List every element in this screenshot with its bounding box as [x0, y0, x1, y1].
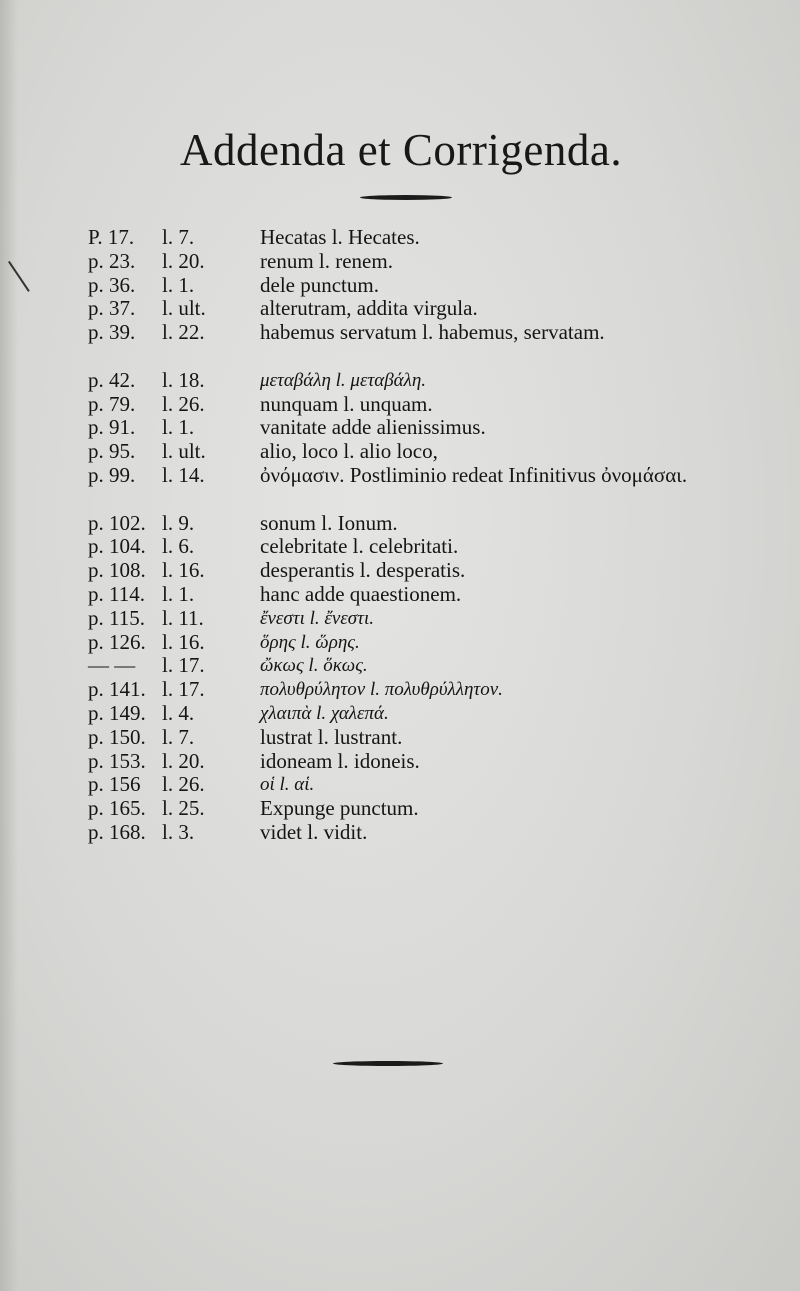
entry-correction: vanitate adde alienissimus.: [260, 415, 486, 440]
entry-line: l. 14.: [162, 462, 205, 487]
errata-entry: [88, 440, 748, 464]
entry-correction: alio, loco l. alio loco,: [260, 439, 438, 464]
entry-page: p. 91.: [88, 415, 136, 440]
entry-line: l. ult.: [162, 439, 206, 464]
errata-entry: [88, 297, 748, 321]
entry-correction: nunquam l. unquam.: [260, 391, 433, 416]
entry-correction: ὀνόμασιν. Postliminio redeat Infinitivus ὀνομάσαι.: [260, 462, 688, 487]
errata-entry: [88, 369, 748, 393]
entry-correction: habemus servatum l. habemus, servatam.: [260, 320, 605, 345]
entry-correction: idoneam l. idoneis.: [260, 748, 420, 773]
errata-entry: [88, 226, 748, 250]
entry-line: l. 17.: [162, 677, 205, 702]
entry-correction: ὅρης l. ὥρης.: [260, 631, 360, 653]
entry-line: l. 6.: [162, 534, 195, 559]
errata-entry: [88, 464, 748, 512]
entry-correction: ὤκως l. ὅκως.: [260, 655, 368, 677]
entry-page: p. 153.: [88, 748, 146, 773]
errata-entry: [88, 416, 748, 440]
errata-entry: [88, 250, 748, 274]
entry-page: p. 126.: [88, 629, 146, 654]
entry-correction: μεταβάλη l. μεταβάλη.: [260, 369, 427, 391]
errata-list: [88, 226, 748, 845]
entry-correction: οἱ l. αἱ.: [260, 774, 315, 796]
entry-line: l. 18.: [162, 367, 205, 392]
entry-line: l. 7.: [162, 724, 195, 749]
errata-entry: [88, 821, 748, 845]
errata-entry: [88, 559, 748, 583]
entry-line: l. 1.: [162, 272, 195, 297]
entry-line: l. 22.: [162, 320, 205, 345]
errata-entry: [88, 321, 748, 369]
errata-entry: [88, 773, 748, 797]
entry-page: p. 108.: [88, 558, 146, 583]
entry-page: p. 102.: [88, 510, 146, 535]
entry-page: p. 95.: [88, 439, 136, 464]
entry-page: p. 23.: [88, 248, 136, 273]
entry-line: l. 26.: [162, 391, 205, 416]
entry-correction: πολυθρύλητον l. πολυθρύλλητον.: [260, 679, 503, 701]
entry-line: l. 9.: [162, 510, 195, 535]
entry-page: p. 36.: [88, 272, 136, 297]
entry-line: l. 16.: [162, 558, 205, 583]
entry-correction: sonum l. Ionum.: [260, 510, 398, 535]
entry-page: p. 104.: [88, 534, 146, 559]
errata-entry: [88, 393, 748, 417]
entry-correction: renum l. renem.: [260, 248, 393, 273]
errata-entry: [88, 631, 748, 655]
entry-page: — —: [88, 653, 136, 678]
entry-correction: Hecatas l. Hecates.: [260, 225, 420, 249]
entry-page: p. 115.: [88, 605, 145, 630]
entry-correction: χλαιπὰ l. χαλεπά.: [260, 702, 389, 724]
entry-page: p. 165.: [88, 796, 146, 821]
entry-line: l. 7.: [162, 225, 195, 249]
errata-entry: [88, 274, 748, 298]
entry-correction: lustrat l. lustrant.: [260, 724, 403, 749]
entry-correction: dele punctum.: [260, 272, 379, 297]
entry-line: l. 3.: [162, 819, 195, 844]
entry-correction: videt l. vidit.: [260, 819, 368, 844]
errata-entry: [88, 702, 748, 726]
entry-page: p. 149.: [88, 700, 146, 725]
entry-page: p. 99.: [88, 462, 136, 487]
entry-page: p. 114.: [88, 581, 145, 606]
entry-line: l. 1.: [162, 415, 195, 440]
errata-entry: [88, 607, 748, 631]
entry-page: P. 17.: [88, 225, 135, 249]
entry-line: l. ult.: [162, 296, 206, 321]
errata-entry: [88, 512, 748, 536]
page-title: Addenda et Corrigenda.: [180, 125, 623, 175]
entry-correction: celebritate l. celebritati.: [260, 534, 459, 559]
entry-page: p. 79.: [88, 391, 136, 416]
entry-line: l. 16.: [162, 629, 205, 654]
entry-line: l. 25.: [162, 796, 205, 821]
entry-page: p. 168.: [88, 819, 146, 844]
entry-page: p. 37.: [88, 296, 136, 321]
entry-page: p. 42.: [88, 367, 136, 392]
errata-entry: [88, 678, 748, 702]
entry-correction: alterutram, addita virgula.: [260, 296, 478, 321]
entry-correction: ἔνεστι l. ἔνεστι.: [260, 607, 374, 629]
entry-line: l. 11.: [162, 605, 204, 630]
top-ornamental-rule: [360, 195, 452, 200]
entry-line: l. 20.: [162, 748, 205, 773]
entry-page: p. 150.: [88, 724, 146, 749]
errata-entry: [88, 726, 748, 750]
errata-entry: [88, 583, 748, 607]
entry-correction: desperantis l. desperatis.: [260, 558, 466, 583]
errata-entry: [88, 654, 748, 678]
entry-line: l. 1.: [162, 581, 195, 606]
bottom-ornamental-rule: [333, 1061, 443, 1066]
errata-entry: [88, 750, 748, 774]
entry-line: l. 26.: [162, 772, 205, 797]
page-gutter-shadow: [0, 0, 18, 1291]
entry-line: l. 4.: [162, 700, 195, 725]
entry-page: p. 39.: [88, 320, 136, 345]
errata-entry: [88, 535, 748, 559]
entry-correction: hanc adde quaestionem.: [260, 581, 462, 606]
entry-correction: Expunge punctum.: [260, 796, 419, 821]
entry-page: p. 141.: [88, 677, 146, 702]
entry-page: p. 156: [88, 772, 141, 797]
errata-entry: [88, 797, 748, 821]
entry-line: l. 20.: [162, 248, 205, 273]
entry-line: l. 17.: [162, 653, 205, 678]
